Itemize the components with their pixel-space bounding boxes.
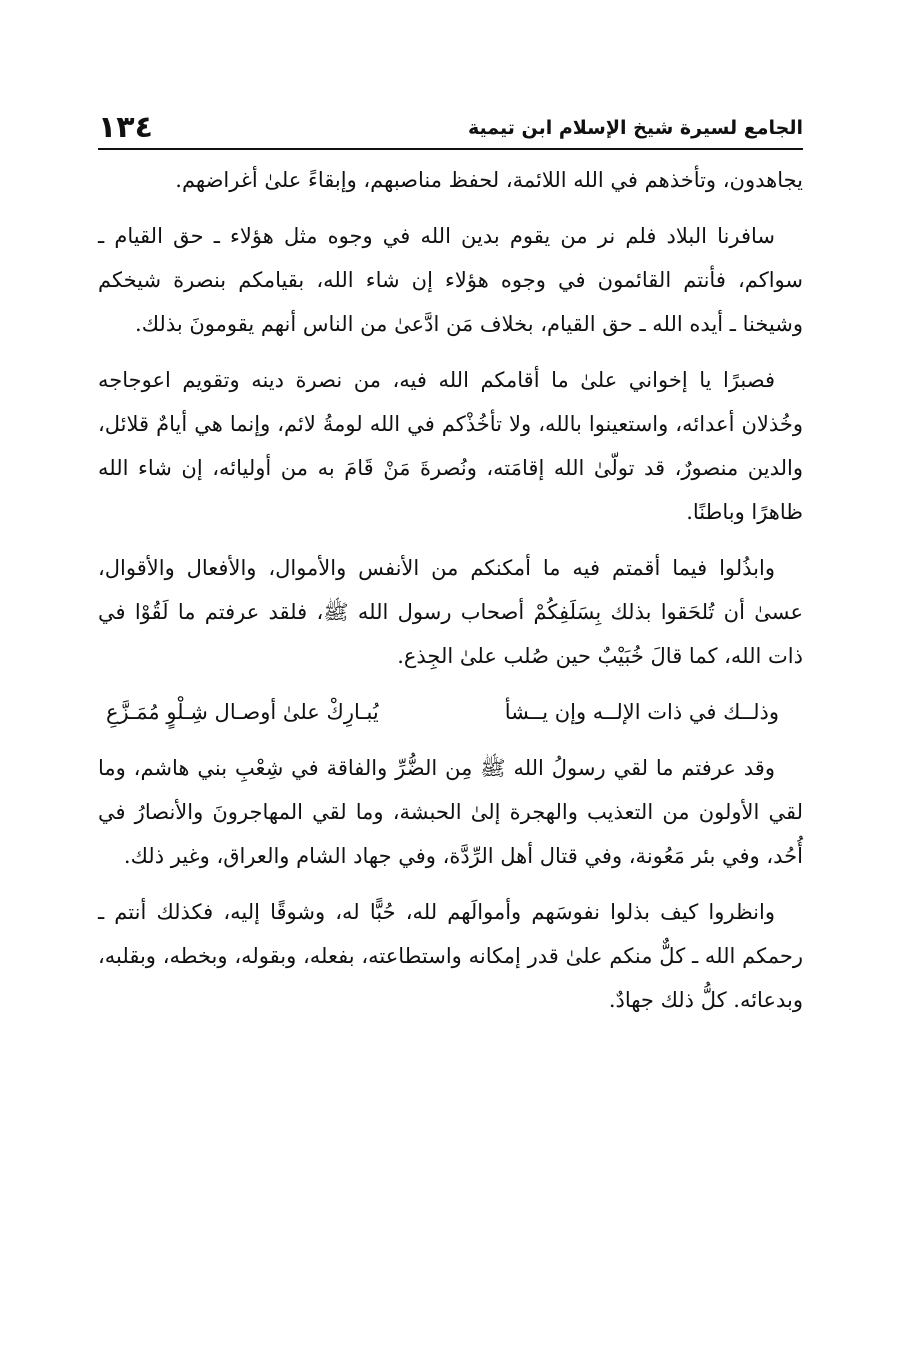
paragraph: وانظروا كيف بذلوا نفوسَهم وأموالَهم لله، حُبًّا له، وشوقًا إليه، فكذلك أنتم ـ رحمكم الله ـ كلٌّ منكم علىٰ قدر إمكانه واستطاعته، بفعله، وبقوله، وبخطه، وبقلبه، وبدعائه. كلُّ ذلك جهادٌ. [98,900,803,1012]
verse-first-hemistich: وذلــك في ذات الإلــه وإن يــشأ [504,700,779,724]
paragraph: سافرنا البلاد فلم نر من يقوم بدين الله في وجوه مثل هؤلاء ـ حق القيام ـ سواكم، فأنتم القائمون في وجوه هؤلاء إن شاء الله، بقيامكم بنصرة شيخكم وشيخنا ـ أيده الله ـ حق القيام، بخلاف مَن ادَّعىٰ من الناس أنهم يقومونَ بذلك. [98,224,803,336]
paragraph: وابذُلوا فيما أقمتم فيه ما أمكنكم من الأنفس والأموال، والأفعال والأقوال، عسىٰ أن تُلحَقوا بذلك بِسَلَفِكُمْ أصحاب رسول الله ﷺ، فلقد عرفتم ما لَقُوْا في ذات الله، كما قالَ خُبَيْبٌ حين صُلب علىٰ الجِذع. [98,556,803,668]
paragraph: وقد عرفتم ما لقي رسولُ الله ﷺ مِن الضُّرِّ والفاقة في شِعْبِ بني هاشم، وما لقي الأولون من التعذيب والهجرة إلىٰ الحبشة، وما لقي المهاجرونَ والأنصارُ في أُحُد، وفي بئر مَعُونة، وفي قتال أهل الرِّدَّة، وفي جهاد الشام والعراق، وغير ذلك. [98,756,803,868]
running-title: الجامع لسيرة شيخ الإسلام ابن تيمية [467,117,803,139]
page-header [98,108,803,150]
verse-second-hemistich: يُبـارِكْ علىٰ أوصـال شِـلْوٍ مُمَـزَّعِ [106,700,379,724]
page-body-continued [98,746,803,1022]
book-page [98,108,803,1022]
paragraph: يجاهدون، وتأخذهم في الله اللائمة، لحفظ مناصبهم، وإبقاءً علىٰ أغراضهم. [175,168,803,192]
page-number: ١٣٤ [98,110,153,145]
poetry-verse [98,690,803,734]
page-body [98,158,803,678]
paragraph: فصبرًا يا إخواني علىٰ ما أقامكم الله فيه، من نصرة دينه وتقويم اعوجاجه وخُذلان أعدائه، واستعينوا بالله، ولا تأخُذْكم في الله لومةُ لائم، وإنما هي أيامٌ قلائل، والدين منصورٌ، قد تولّىٰ الله إقامَته، ونُصرةَ مَنْ قَامَ به من أوليائه، إن شاء الله ظاهرًا وباطنًا. [98,368,804,524]
